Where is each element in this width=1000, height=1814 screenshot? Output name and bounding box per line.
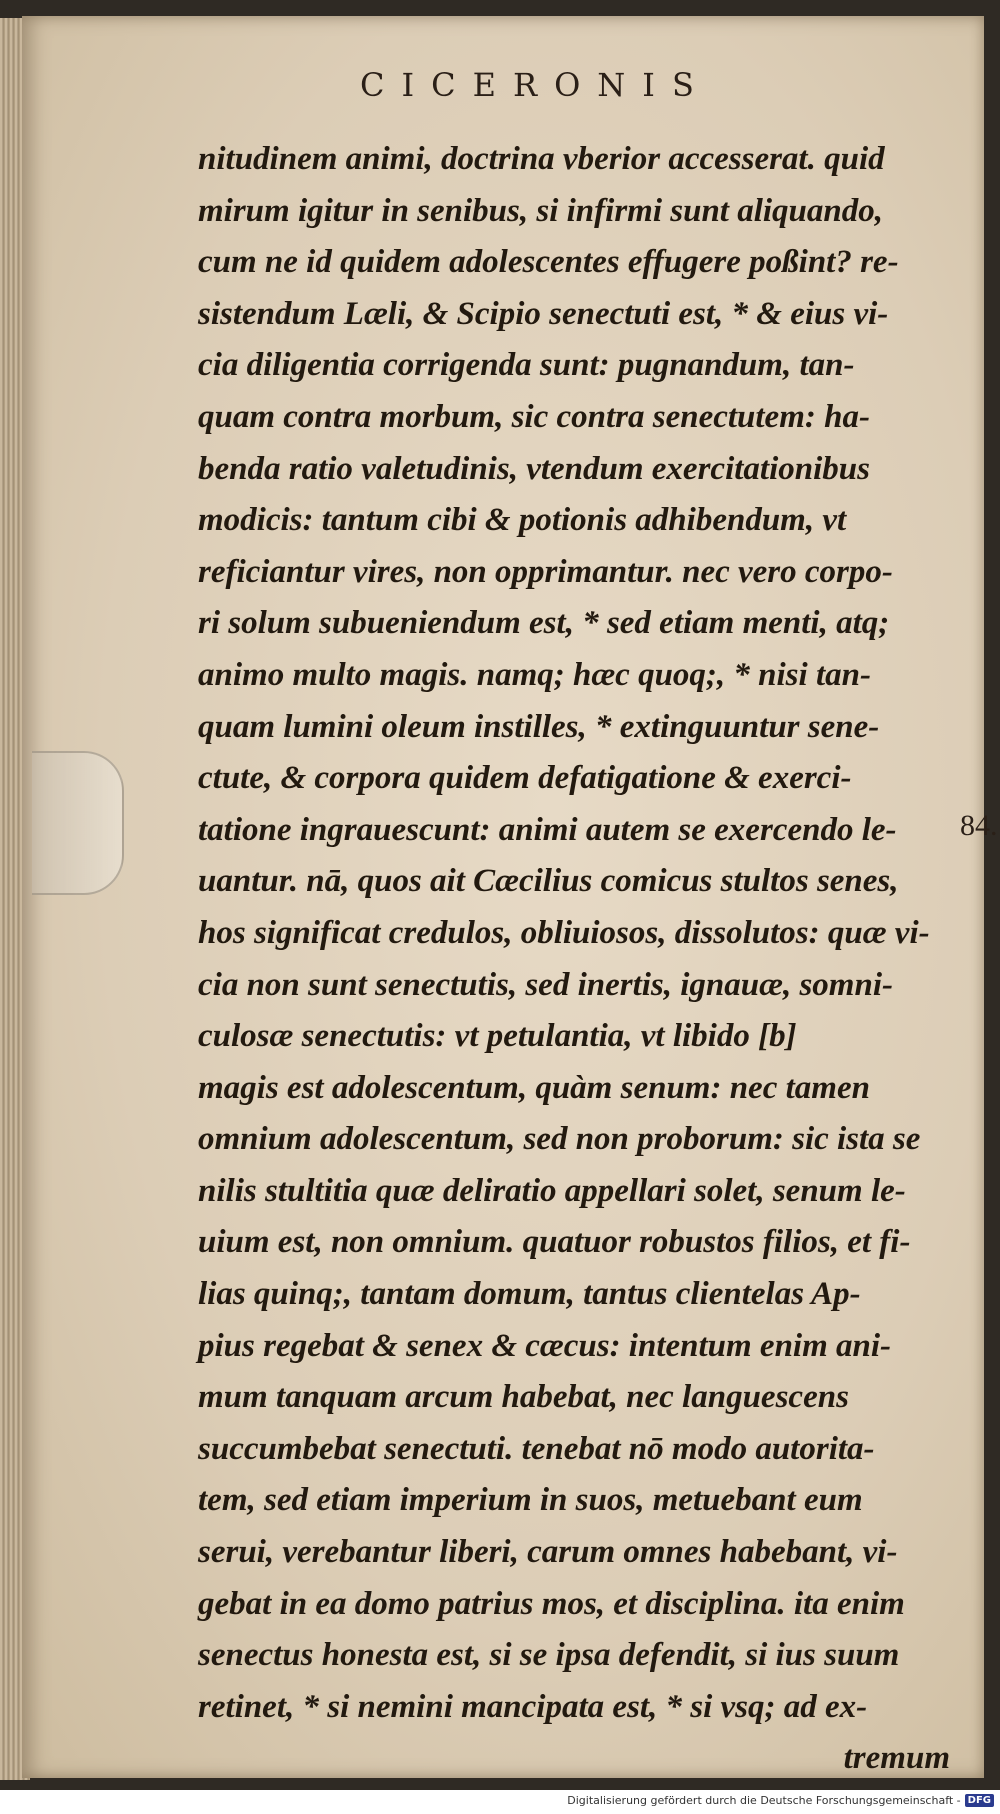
text-line: sistendum Læli, & Scipio senectuti est, * & eius vi- (198, 295, 889, 332)
text-line: ctute, & corpora quidem defatigatione & exerci- (198, 760, 852, 797)
text-line: tatione ingrauescunt: animi autem se exercendo le- (198, 811, 897, 848)
footer-credit-text: Digitalisierung gefördert durch die Deutsche Forschungsgemeinschaft - (567, 1794, 961, 1807)
footer-credit (567, 1794, 994, 1807)
text-line: cia non sunt senectutis, sed inertis, ignauæ, somni- (198, 966, 893, 1003)
text-line: ri solum subueniendum est, * sed etiam menti, atq; (198, 605, 890, 642)
text-line: omnium adolescentum, sed non proborum: sic ista se (198, 1121, 921, 1158)
text-line: lias quinq;, tantam domum, tantus clientelas Ap- (198, 1276, 861, 1313)
text-line: senectus honesta est, si se ipsa defendit, si ius suum (198, 1637, 900, 1674)
text-line: animo multo magis. namq; hæc quoq;, * nisi tan- (198, 656, 871, 693)
text-line: nitudinem animi, doctrina vberior accesserat. quid (198, 141, 885, 177)
text-line: tem, sed etiam imperium in suos, metuebant eum (198, 1482, 863, 1519)
text-line: hos significat credulos, obliuiosos, dissolutos: quæ vi- (198, 914, 930, 951)
text-line: succumbebat senectuti. tenebat nō modo autorita- (198, 1430, 875, 1467)
text-line: serui, verebantur liberi, carum omnes habebant, vi- (198, 1534, 898, 1571)
text-line: uium est, non omnium. quatuor robustos filios, et fi- (198, 1224, 911, 1261)
text-line: modicis: tantum cibi & potionis adhibendum, vt (198, 502, 847, 539)
body-text (198, 134, 958, 1785)
text-line: mum tanquam arcum habebat, nec languescens (198, 1379, 849, 1416)
marginal-number: 84. (960, 809, 998, 842)
text-line: cum ne id quidem adolescentes effugere poßint? re- (198, 244, 899, 281)
text-line: cia diligentia corrigenda sunt: pugnandum, tan- (198, 347, 855, 384)
text-line: retinet, * si nemini mancipata est, * si vsq; ad ex- (198, 1688, 868, 1725)
text-line: gebat in ea domo patrius mos, et disciplina. ita enim (198, 1585, 905, 1622)
running-title: CICERONIS (360, 66, 711, 104)
text-line: mirum igitur in senibus, si infirmi sunt aliquando, (198, 192, 884, 229)
text-line: magis est adolescentum, quàm senum: nec tamen (198, 1069, 870, 1106)
text-line: quam contra morbum, sic contra senectutem: ha- (198, 398, 870, 435)
page-clip (32, 751, 124, 895)
text-line: uantur. nā, quos ait Cæcilius comicus stultos senes, (198, 863, 899, 900)
text-line: quam lumini oleum instilles, * extinguuntur sene- (198, 708, 880, 745)
text-line: reficiantur vires, non opprimantur. nec vero corpo- (198, 553, 893, 590)
text-line: pius regebat & senex & cæcus: intentum enim ani- (198, 1327, 892, 1364)
catchword: tremum (843, 1740, 950, 1777)
text-line: culosæ senectutis: vt petulantia, vt libido [b] (198, 1018, 797, 1055)
text-line: benda ratio valetudinis, vtendum exercitationibus (198, 450, 870, 487)
text-line: nilis stultitia quæ deliratio appellari solet, senum le- (198, 1172, 906, 1209)
dfg-logo: DFG (965, 1794, 994, 1807)
